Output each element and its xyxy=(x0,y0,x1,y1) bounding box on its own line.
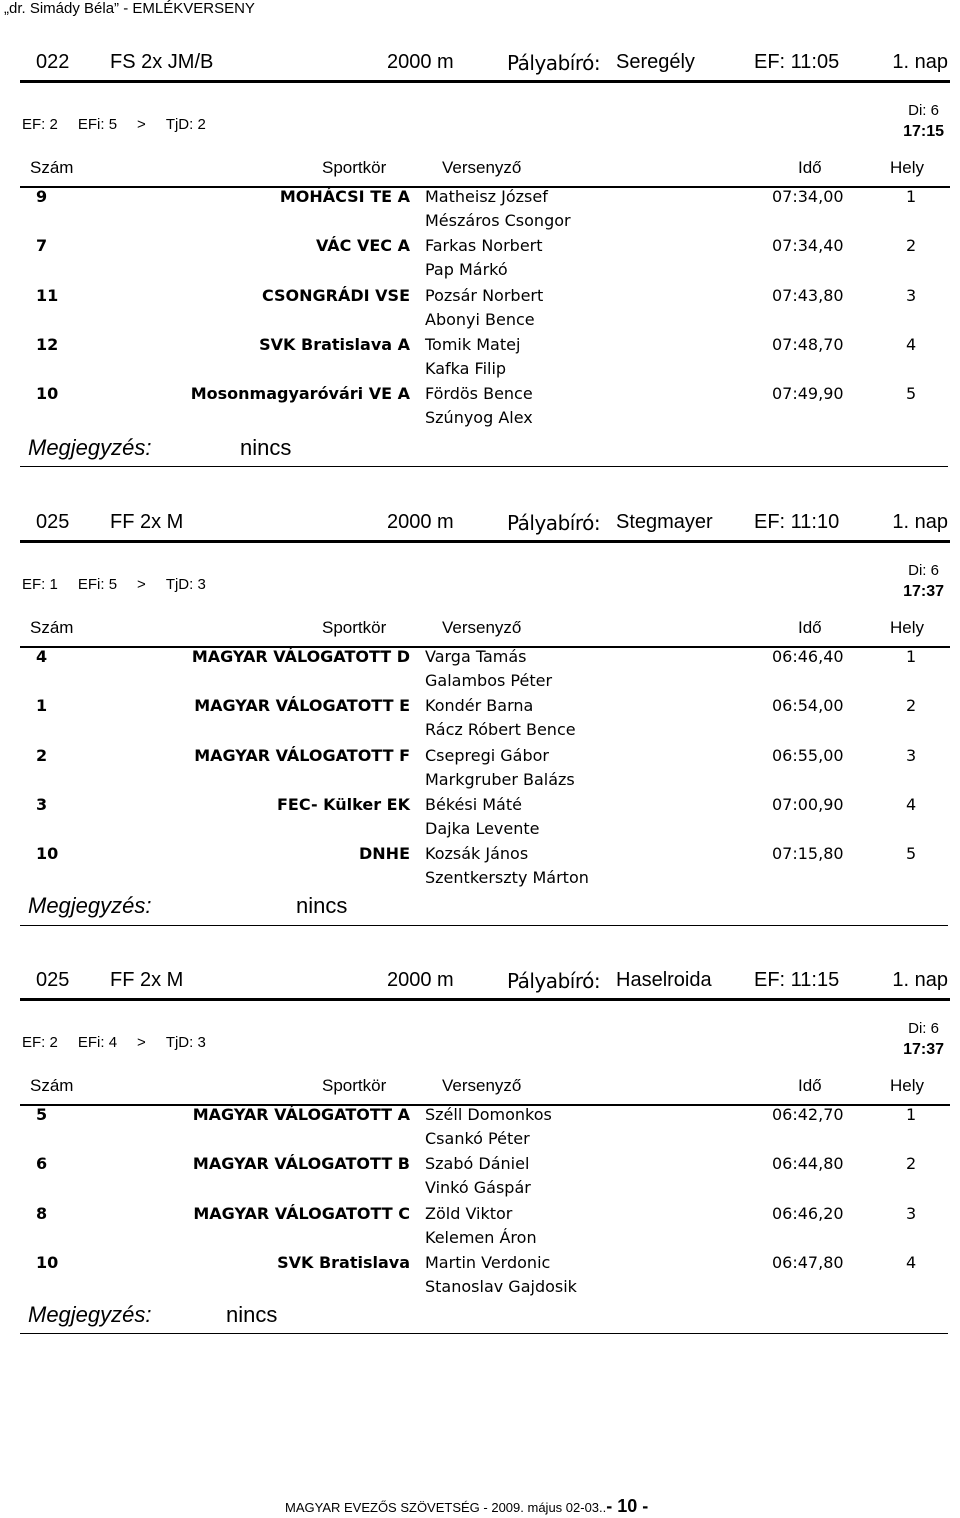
footer-text: MAGYAR EVEZŐS SZÖVETSÉG - 2009. május 02-03.. xyxy=(285,1500,607,1515)
start-number: 4 xyxy=(36,647,48,666)
finish-place: 4 xyxy=(906,794,917,814)
start-number: 2 xyxy=(36,745,48,765)
note-label: Megjegyzés: xyxy=(28,1302,152,1327)
start-number: 5 xyxy=(36,1105,48,1124)
finish-time: 07:49,90 xyxy=(772,384,844,404)
finish-time: 07:34,00 xyxy=(772,187,844,206)
result-row xyxy=(0,384,960,434)
finish-time: 06:47,80 xyxy=(772,1252,844,1272)
col-place-header: Hely xyxy=(890,618,925,637)
col-club-header: Sportkör xyxy=(322,158,387,177)
judge-label: Pályabíró: xyxy=(507,969,601,993)
rower-1: Martin Verdonic xyxy=(425,1252,551,1272)
ef-value: EF: 2 xyxy=(22,116,58,133)
page-header: „dr. Simády Béla” - EMLÉKVERSENY xyxy=(4,0,255,17)
boat-class: FS 2x JM/B xyxy=(110,51,214,73)
rower-2: Kafka Filip xyxy=(425,358,507,378)
rower-1: Széll Domonkos xyxy=(425,1105,552,1124)
finish-time: 06:46,20 xyxy=(772,1203,844,1223)
rower-1: Pozsár Norbert xyxy=(425,285,544,305)
di-box xyxy=(903,562,944,601)
finish-place: 1 xyxy=(906,1105,917,1124)
tjd-value: TjD: 3 xyxy=(165,576,206,593)
rower-2: Markgruber Balázs xyxy=(425,769,575,789)
divider xyxy=(20,925,948,926)
divider xyxy=(20,1333,948,1334)
rower-1: Zöld Viktor xyxy=(425,1203,513,1223)
finish-time: 06:44,80 xyxy=(772,1154,844,1174)
finish-time: 07:00,90 xyxy=(772,794,844,814)
finish-time: 07:15,80 xyxy=(772,844,844,864)
col-place-header: Hely xyxy=(890,158,925,177)
club-name: MAGYAR VÁLOGATOTT E xyxy=(194,696,410,716)
finish-place: 3 xyxy=(906,1203,917,1223)
result-row xyxy=(0,696,960,746)
club-name: MAGYAR VÁLOGATOTT A xyxy=(192,1105,410,1124)
rower-1: Kozsák János xyxy=(425,844,529,864)
gt-symbol: > xyxy=(137,576,146,593)
result-row xyxy=(0,1253,960,1303)
start-number: 12 xyxy=(36,334,59,354)
start-number: 11 xyxy=(36,285,59,305)
result-row xyxy=(0,335,960,385)
result-row xyxy=(0,286,960,336)
race-note xyxy=(28,1302,278,1328)
race-day: 1. nap xyxy=(892,51,948,73)
di-label: Di: 6 xyxy=(908,562,939,579)
race-note xyxy=(28,435,292,461)
result-row xyxy=(0,746,960,796)
efi-value: EFi: 4 xyxy=(77,1034,118,1051)
boat-class: FF 2x M xyxy=(110,511,184,533)
race-title-line xyxy=(20,962,950,1001)
race-meta xyxy=(22,116,226,133)
finish-place: 4 xyxy=(906,1252,917,1272)
rower-1: Fördös Bence xyxy=(425,384,533,404)
race-day: 1. nap xyxy=(892,969,948,991)
col-rower-header: Versenyző xyxy=(442,618,522,637)
finish-time: 06:54,00 xyxy=(772,696,844,716)
race-block xyxy=(0,962,960,1420)
start-time: EF: 11:15 xyxy=(754,969,840,991)
col-num-header: Szám xyxy=(30,618,74,637)
efi-value: EFi: 5 xyxy=(77,116,118,133)
result-row xyxy=(0,236,960,286)
judge-label: Pályabíró: xyxy=(507,51,601,75)
rower-2: Vinkó Gáspár xyxy=(425,1178,531,1198)
rower-2: Stanoslav Gajdosik xyxy=(425,1276,577,1296)
start-number: 10 xyxy=(36,1252,59,1272)
club-name: MAGYAR VÁLOGATOTT D xyxy=(191,647,410,666)
col-time-header: Idő xyxy=(798,618,822,637)
result-row xyxy=(0,1154,960,1204)
page-footer xyxy=(285,1496,648,1517)
club-name: MAGYAR VÁLOGATOTT F xyxy=(194,745,410,765)
col-time-header: Idő xyxy=(798,158,822,177)
tjd-value: TjD: 3 xyxy=(165,1034,206,1051)
race-block xyxy=(0,44,960,502)
di-label: Di: 6 xyxy=(908,1020,939,1037)
col-num-header: Szám xyxy=(30,158,74,177)
result-row xyxy=(0,844,960,894)
club-name: MOHÁCSI TE A xyxy=(279,187,410,206)
race-meta xyxy=(22,1034,226,1051)
judge-name: Stegmayer xyxy=(616,511,713,533)
rower-2: Kelemen Áron xyxy=(425,1227,537,1247)
start-number: 9 xyxy=(36,187,48,206)
finish-place: 1 xyxy=(906,187,917,206)
judge-label: Pályabíró: xyxy=(507,511,601,535)
start-number: 7 xyxy=(36,236,48,256)
result-row xyxy=(0,795,960,845)
col-club-header: Sportkör xyxy=(322,618,387,637)
rower-1: Matheisz József xyxy=(425,187,548,206)
race-number: 025 xyxy=(36,969,70,991)
club-name: SVK Bratislava A xyxy=(259,334,410,354)
rower-1: Varga Tamás xyxy=(425,647,527,666)
club-name: Mosonmagyaróvári VE A xyxy=(190,384,410,404)
note-value: nincs xyxy=(240,435,292,460)
di-box xyxy=(903,1020,944,1059)
efi-value: EFi: 5 xyxy=(77,576,118,593)
rower-2: Szúnyog Alex xyxy=(425,408,533,428)
boat-class: FF 2x M xyxy=(110,969,184,991)
finish-place: 2 xyxy=(906,236,917,256)
race-distance: 2000 m xyxy=(387,51,454,73)
race-title-line xyxy=(20,44,950,83)
column-headers xyxy=(20,1074,950,1106)
page-number: - 10 - xyxy=(606,1496,649,1516)
start-number: 10 xyxy=(36,844,59,864)
rower-1: Szabó Dániel xyxy=(425,1154,530,1174)
judge-name: Haselroida xyxy=(616,969,712,991)
start-number: 8 xyxy=(36,1203,48,1223)
finish-place: 5 xyxy=(906,844,917,864)
rower-2: Abonyi Bence xyxy=(425,309,535,329)
col-rower-header: Versenyző xyxy=(442,158,522,177)
rower-2: Pap Márkó xyxy=(425,260,508,280)
race-title-line xyxy=(20,504,950,543)
col-num-header: Szám xyxy=(30,1076,74,1095)
start-number: 10 xyxy=(36,384,59,404)
race-distance: 2000 m xyxy=(387,969,454,991)
column-headers xyxy=(20,156,950,188)
start-number: 6 xyxy=(36,1154,48,1174)
di-box xyxy=(903,102,944,141)
finish-place: 5 xyxy=(906,384,917,404)
rower-1: Tomik Matej xyxy=(425,334,521,354)
finish-place: 2 xyxy=(906,696,917,716)
finish-place: 3 xyxy=(906,285,917,305)
rower-2: Szentkerszty Márton xyxy=(425,868,589,888)
finish-place: 1 xyxy=(906,647,917,666)
tjd-value: TjD: 2 xyxy=(165,116,206,133)
race-day: 1. nap xyxy=(892,511,948,533)
di-time: 17:37 xyxy=(903,583,944,600)
note-value: nincs xyxy=(226,1302,278,1327)
club-name: VÁC VEC A xyxy=(316,236,410,256)
rower-1: Csepregi Gábor xyxy=(425,745,549,765)
divider xyxy=(20,466,948,467)
race-number: 022 xyxy=(36,51,70,73)
club-name: MAGYAR VÁLOGATOTT B xyxy=(192,1154,410,1174)
club-name: CSONGRÁDI VSE xyxy=(261,285,410,305)
finish-time: 07:48,70 xyxy=(772,334,844,354)
race-number: 025 xyxy=(36,511,70,533)
result-row xyxy=(0,187,960,237)
rower-2: Dajka Levente xyxy=(425,818,540,838)
race-distance: 2000 m xyxy=(387,511,454,533)
judge-name: Seregély xyxy=(616,51,695,73)
rower-2: Mészáros Csongor xyxy=(425,211,571,230)
club-name: DNHE xyxy=(359,844,410,864)
col-club-header: Sportkör xyxy=(322,1076,387,1095)
finish-time: 06:42,70 xyxy=(772,1105,844,1124)
start-number: 3 xyxy=(36,794,48,814)
start-time: EF: 11:05 xyxy=(754,51,840,73)
finish-place: 2 xyxy=(906,1154,917,1174)
rower-2: Csankó Péter xyxy=(425,1129,530,1148)
ef-value: EF: 2 xyxy=(22,1034,58,1051)
rower-2: Galambos Péter xyxy=(425,671,553,690)
club-name: MAGYAR VÁLOGATOTT C xyxy=(193,1203,410,1223)
col-rower-header: Versenyző xyxy=(442,1076,522,1095)
race-note xyxy=(28,893,348,919)
rower-2: Rácz Róbert Bence xyxy=(425,720,576,740)
start-time: EF: 11:10 xyxy=(754,511,840,533)
finish-place: 4 xyxy=(906,334,917,354)
note-value: nincs xyxy=(296,893,348,918)
column-headers xyxy=(20,616,950,648)
rower-1: Farkas Norbert xyxy=(425,236,543,256)
note-label: Megjegyzés: xyxy=(28,893,152,918)
result-row xyxy=(0,647,960,697)
di-time: 17:15 xyxy=(903,123,944,140)
race-meta xyxy=(22,576,226,593)
di-time: 17:37 xyxy=(903,1041,944,1058)
finish-time: 06:55,00 xyxy=(772,745,844,765)
rower-1: Kondér Barna xyxy=(425,696,534,716)
col-place-header: Hely xyxy=(890,1076,925,1095)
rower-1: Békési Máté xyxy=(425,794,522,814)
club-name: SVK Bratislava xyxy=(277,1252,410,1272)
finish-time: 07:34,40 xyxy=(772,236,844,256)
gt-symbol: > xyxy=(137,116,146,133)
note-label: Megjegyzés: xyxy=(28,435,152,460)
finish-time: 07:43,80 xyxy=(772,285,844,305)
finish-time: 06:46,40 xyxy=(772,647,844,666)
gt-symbol: > xyxy=(137,1034,146,1051)
di-label: Di: 6 xyxy=(908,102,939,119)
start-number: 1 xyxy=(36,696,48,716)
club-name: FEC- Külker EK xyxy=(276,794,410,814)
ef-value: EF: 1 xyxy=(22,576,58,593)
finish-place: 3 xyxy=(906,745,917,765)
result-row xyxy=(0,1105,960,1155)
col-time-header: Idő xyxy=(798,1076,822,1095)
result-row xyxy=(0,1204,960,1254)
